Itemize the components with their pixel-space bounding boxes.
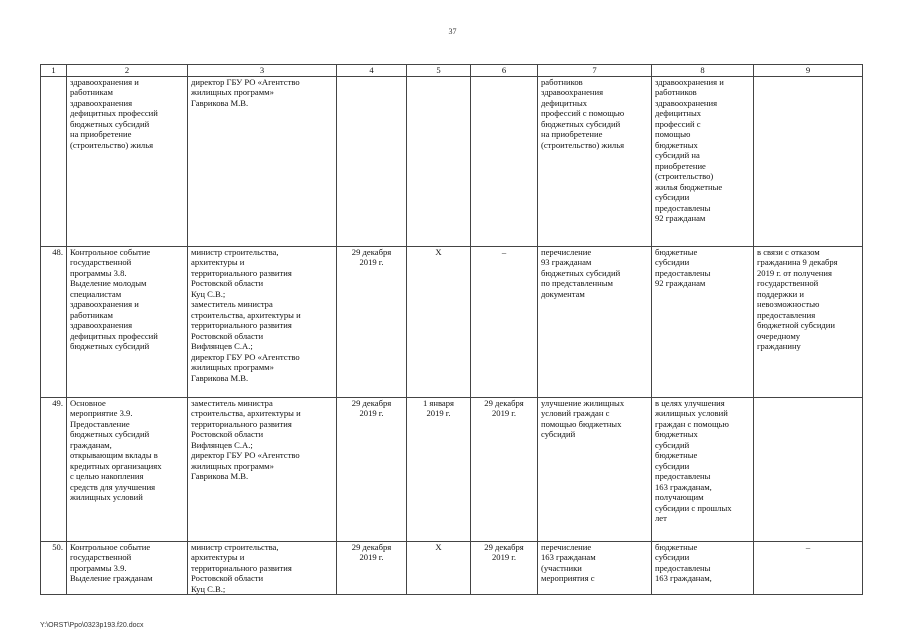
cell-text-line: 2019 г.	[359, 408, 384, 419]
cell-text-line: открывающим вклады в	[70, 450, 158, 461]
cell-text-line: Выделение молодым	[70, 278, 147, 289]
cell-planned-result	[538, 542, 652, 595]
cell-reason	[754, 398, 863, 542]
header-row	[41, 65, 863, 77]
cell-text-line: помощью бюджетных	[541, 418, 622, 429]
cell-text-line: заместитель министра	[191, 398, 273, 408]
cell-text-line: приобретение	[655, 160, 706, 171]
cell-text-line: субсидии	[655, 460, 690, 471]
cell-text-line: документам	[541, 288, 585, 299]
cell-text-line: предоставлены	[655, 471, 711, 482]
cell-text-line: 2019 г.	[359, 257, 384, 268]
cell-text-line: здравоохранения	[541, 87, 604, 98]
cell-number: 50.	[41, 542, 67, 595]
cell-text-line: мероприятие 3.9.	[70, 408, 133, 419]
cell-text-line: бюджетные	[655, 542, 698, 552]
cell-text-line: жилищных условий	[655, 408, 728, 419]
cell-planned-result	[538, 247, 652, 398]
cell-text-line: бюджетных субсидий	[70, 118, 150, 129]
cell-text-line: Вифлянцев С.А.;	[191, 341, 253, 352]
cell-text-line: получающим	[655, 492, 704, 503]
cell-text-line: профессий с	[655, 118, 701, 129]
cell-text-line: улучшение жилищных	[541, 398, 625, 408]
cell-text-line: дефицитных	[541, 97, 588, 108]
col-header: 5	[407, 65, 471, 77]
cell-text-line: (строительство) жилья	[541, 139, 625, 150]
col-header: 2	[67, 65, 188, 77]
cell-text-line: субсидий	[655, 439, 690, 450]
footer-file-path: Y:\ORST\Ppo\0323p193.f20.docx	[40, 622, 144, 629]
cell-text-line: бюджетных субсидий	[70, 429, 150, 440]
page-number: 37	[448, 27, 457, 36]
cell-text-line: Ростовской области	[191, 330, 264, 341]
cell-text-line: в целях улучшения	[655, 398, 725, 408]
cell-text-line: 93 гражданам	[541, 257, 592, 268]
cell-text-line: здравоохранения	[70, 320, 133, 331]
col-header: 8	[652, 65, 754, 77]
cell-text-line: Гаврикова М.В.	[191, 372, 249, 383]
cell-actual-result	[652, 77, 754, 247]
cell-text-line: 163 гражданам	[541, 552, 596, 563]
cell-text-line: государственной	[757, 278, 819, 289]
cell-planned-date	[337, 542, 407, 595]
cell-event-name	[67, 398, 188, 542]
cell-text-line: субсидий	[541, 429, 576, 440]
cell-text-line: здравоохранения	[70, 97, 133, 108]
cell-text-line: предоставлены	[655, 267, 711, 278]
cell-text-line: 29 декабря	[484, 542, 524, 552]
cell-text-line: Х	[435, 247, 442, 257]
cell-text-line: 92 гражданам	[655, 278, 706, 289]
cell-text-line: перечисление	[541, 247, 592, 257]
cell-text-line: в связи с отказом	[757, 247, 820, 257]
col-header: 3	[188, 65, 337, 77]
cell-text-line: гражданина 9 декабря	[757, 257, 838, 268]
cell-text-line: с целью накопления	[70, 471, 144, 482]
cell-text-line: дефицитных	[655, 108, 702, 119]
cell-text-line: работников	[655, 87, 697, 98]
col-header: 6	[471, 65, 538, 77]
cell-text-line: министр строительства,	[191, 247, 279, 257]
cell-text-line: Куц С.В.;	[191, 583, 226, 594]
cell-text-line: министр строительства,	[191, 542, 279, 552]
cell-text-line: строительства, архитектуры и	[191, 309, 301, 320]
cell-text-line: субсидии	[655, 257, 690, 268]
cell-text-line: территориального развития	[191, 418, 292, 429]
cell-actual-result	[652, 398, 754, 542]
cell-text-line: 29 декабря	[351, 542, 392, 552]
cell-text-line: жилищных программ»	[191, 362, 274, 373]
cell-planned-result	[538, 77, 652, 247]
cell-number: 48.	[41, 247, 67, 398]
cell-text-line: помощью	[655, 129, 691, 140]
cell-text-line: Вифлянцев С.А.;	[191, 439, 253, 450]
cell-responsible	[188, 247, 337, 398]
cell-text-line: 2019 г.	[491, 552, 517, 563]
cell-text-line: (строительство) жилья	[70, 139, 154, 150]
cell-text-line: очередному	[757, 330, 801, 341]
cell-text-line: предоставления	[757, 309, 816, 320]
cell-text-line: работникам	[70, 309, 113, 320]
cell-actual-result	[652, 247, 754, 398]
cell-text-line: жилья бюджетные	[655, 181, 723, 192]
cell-number: 49.	[41, 398, 67, 542]
cell-actual-result	[652, 542, 754, 595]
cell-text-line: государственной	[70, 552, 132, 563]
col-header: 9	[754, 65, 863, 77]
cell-text-line: 92 гражданам	[655, 213, 706, 224]
cell-text-line: гражданину	[757, 341, 801, 352]
cell-text-line: программы 3.9.	[70, 562, 127, 573]
cell-text-line: Гаврикова М.В.	[191, 471, 249, 482]
cell-text-line: профессий с помощью	[541, 108, 625, 119]
cell-text-line: архитектуры и	[191, 552, 245, 563]
cell-text-line: строительства, архитектуры и	[191, 408, 301, 419]
cell-text-line: бюджетной субсидии	[757, 320, 836, 331]
cell-text-line: –	[805, 542, 811, 552]
cell-text-line: Контрольное событие	[70, 542, 151, 552]
cell-start-date	[407, 398, 471, 542]
cell-text-line: жилищных программ»	[191, 460, 274, 471]
table-row	[41, 398, 863, 542]
cell-end-date	[471, 398, 538, 542]
cell-text-line: директор ГБУ РО «Агентство	[191, 450, 300, 461]
cell-text-line: средств для улучшения	[70, 481, 156, 492]
cell-text-line: 29 декабря	[351, 398, 392, 408]
table-row	[41, 542, 863, 595]
cell-text-line: дефицитных профессий	[70, 108, 158, 119]
cell-reason	[754, 542, 863, 595]
cell-reason	[754, 247, 863, 398]
cell-text-line: на приобретение	[70, 129, 132, 140]
cell-text-line: Гаврикова М.В.	[191, 97, 249, 108]
cell-text-line: кредитных организациях	[70, 460, 162, 471]
cell-text-line: Ростовской области	[191, 429, 264, 440]
cell-text-line: здравоохранения и	[655, 77, 724, 87]
cell-planned-date	[337, 247, 407, 398]
cell-text-line: здравоохранения	[655, 97, 718, 108]
cell-responsible	[188, 77, 337, 247]
cell-text-line: Предоставление	[70, 418, 130, 429]
cell-text-line: –	[501, 247, 507, 257]
cell-text-line: 163 гражданам,	[655, 481, 712, 492]
table-row	[41, 77, 863, 247]
cell-reason	[754, 77, 863, 247]
cell-text-line: архитектуры и	[191, 257, 245, 268]
cell-end-date	[471, 247, 538, 398]
cell-text-line: предоставлены	[655, 562, 711, 573]
cell-text-line: специалистам	[70, 288, 122, 299]
cell-text-line: Х	[435, 542, 442, 552]
cell-text-line: субсидии	[655, 192, 690, 203]
cell-end-date	[471, 542, 538, 595]
cell-text-line: Ростовской области	[191, 573, 264, 584]
cell-text-line: 2019 г.	[359, 552, 384, 563]
cell-start-date	[407, 542, 471, 595]
cell-text-line: по представленным	[541, 278, 613, 289]
cell-text-line: бюджетных	[655, 429, 698, 440]
cell-text-line: гражданам,	[70, 439, 112, 450]
cell-event-name	[67, 542, 188, 595]
cell-text-line: дефицитных профессий	[70, 330, 158, 341]
cell-text-line: директор ГБУ РО «Агентство	[191, 77, 300, 87]
cell-text-line: поддержки и	[757, 288, 804, 299]
cell-text-line: 2019 г.	[491, 408, 517, 419]
cell-text-line: бюджетных субсидий	[70, 341, 150, 352]
cell-text-line: граждан с помощью	[655, 418, 729, 429]
cell-text-line: Основное	[70, 398, 106, 408]
cell-planned-date	[337, 398, 407, 542]
cell-text-line: Ростовской области	[191, 278, 264, 289]
cell-text-line: здравоохранения и	[70, 299, 139, 310]
cell-text-line: 1 января	[422, 398, 454, 408]
cell-text-line: жилищных программ»	[191, 87, 274, 98]
cell-text-line: предоставлены	[655, 202, 711, 213]
cell-text-line: лет	[655, 513, 667, 524]
cell-start-date	[407, 247, 471, 398]
cell-text-line: бюджетных субсидий	[541, 267, 621, 278]
report-table	[40, 64, 863, 595]
cell-text-line: субсидий на	[655, 150, 700, 161]
cell-responsible	[188, 398, 337, 542]
cell-text-line: невозможностью	[757, 299, 820, 310]
cell-text-line: бюджетные	[655, 247, 698, 257]
cell-text-line: перечисление	[541, 542, 592, 552]
cell-text-line: территориального развития	[191, 562, 292, 573]
cell-text-line: бюджетные	[655, 450, 698, 461]
cell-end-date	[471, 77, 538, 247]
cell-text-line: территориального развития	[191, 267, 292, 278]
cell-number	[41, 77, 67, 247]
cell-text-line: Выделение гражданам	[70, 573, 153, 584]
cell-text-line: здравоохранения и	[70, 77, 139, 87]
col-header: 4	[337, 65, 407, 77]
cell-text-line: государственной	[70, 257, 132, 268]
cell-text-line: 2019 г. от получения	[757, 267, 832, 278]
cell-event-name	[67, 77, 188, 247]
cell-text-line: бюджетных субсидий	[541, 118, 621, 129]
cell-text-line: 163 гражданам,	[655, 573, 712, 584]
cell-planned-result	[538, 398, 652, 542]
cell-text-line: Контрольное событие	[70, 247, 151, 257]
cell-text-line: работников	[541, 77, 583, 87]
cell-text-line: территориального развития	[191, 320, 292, 331]
cell-text-line: директор ГБУ РО «Агентство	[191, 351, 300, 362]
cell-text-line: субсидии	[655, 552, 690, 563]
table-row	[41, 247, 863, 398]
cell-text-line: программы 3.8.	[70, 267, 127, 278]
cell-text-line: бюджетных	[655, 139, 698, 150]
cell-text-line: мероприятия с	[541, 573, 595, 584]
cell-text-line: на приобретение	[541, 129, 603, 140]
cell-start-date	[407, 77, 471, 247]
cell-event-name	[67, 247, 188, 398]
cell-text-line: (участники	[541, 562, 582, 573]
col-header: 1	[41, 65, 67, 77]
cell-planned-date	[337, 77, 407, 247]
cell-text-line: 29 декабря	[484, 398, 524, 408]
cell-text-line: заместитель министра	[191, 299, 273, 310]
cell-text-line: (строительство)	[655, 171, 714, 182]
cell-text-line: Куц С.В.;	[191, 288, 226, 299]
cell-text-line: 2019 г.	[426, 408, 451, 419]
cell-text-line: 29 декабря	[351, 247, 392, 257]
cell-text-line: работникам	[70, 87, 113, 98]
col-header: 7	[538, 65, 652, 77]
cell-responsible	[188, 542, 337, 595]
cell-text-line: жилищных условий	[70, 492, 143, 503]
cell-text-line: условий граждан с	[541, 408, 610, 419]
cell-text-line: субсидии с прошлых	[655, 502, 732, 513]
